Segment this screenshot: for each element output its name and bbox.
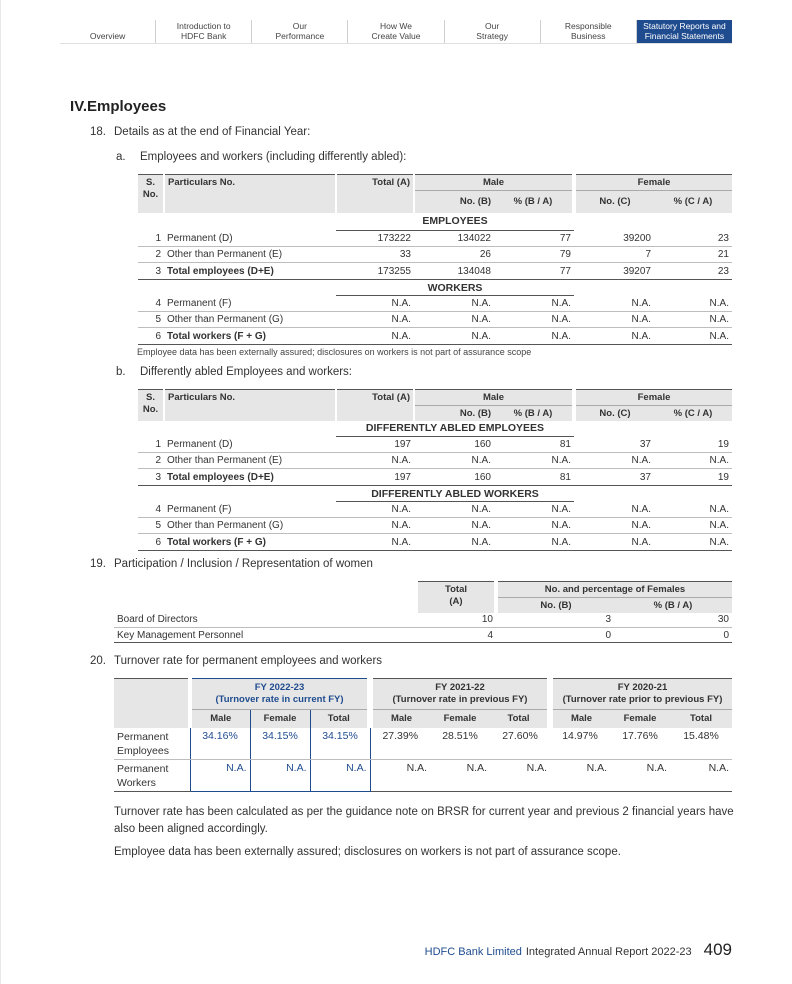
cell-total: 197: [394, 471, 411, 483]
cell-female-pct: N.A.: [709, 503, 729, 515]
cell-value: 27.60%: [490, 728, 550, 760]
q19-number: 19.: [90, 558, 106, 570]
cell-total: N.A.: [391, 536, 411, 548]
cell-female-no: 7: [645, 249, 651, 260]
col-total-a: Total (A): [418, 582, 496, 613]
col-no-b: No. (B): [496, 598, 614, 613]
women-representation-table: [114, 581, 732, 643]
page-edge: [0, 0, 1, 984]
col-male: Male: [370, 710, 430, 728]
cell-value: 17.76%: [610, 728, 670, 760]
cell-female-pct: 23: [717, 265, 729, 277]
table-row: [114, 728, 732, 760]
cell-value: 28.51%: [430, 728, 490, 760]
col-male: Male: [190, 710, 250, 728]
cell-particulars: Other than Permanent (E): [167, 249, 283, 260]
cell-no: 0: [605, 629, 611, 641]
q20-number: 20.: [90, 655, 106, 667]
cell-sno: 1: [155, 232, 161, 244]
cell-pct: 30: [717, 614, 729, 626]
cell-no: 3: [605, 614, 611, 626]
table-row: [138, 453, 732, 469]
col-female: Female: [610, 710, 670, 728]
cell-value: N.A.: [370, 760, 430, 792]
table-row: [114, 628, 732, 643]
cell-particulars: Total workers (F + G): [167, 330, 266, 342]
cell-particulars: Other than Permanent (E): [167, 455, 283, 466]
nav-responsible-business[interactable]: Responsible Business: [541, 20, 637, 43]
nav-performance[interactable]: Our Performance: [252, 20, 348, 43]
cell-particulars: Board of Directors: [117, 614, 198, 626]
cell-female-pct: N.A.: [709, 520, 729, 531]
q18b-number: b.: [116, 366, 126, 378]
cell-value: 14.97%: [550, 728, 610, 760]
cell-female-pct: 19: [717, 471, 729, 483]
cell-male-no: 26: [479, 249, 491, 260]
cell-pct: 0: [723, 629, 729, 641]
q18a-number: a.: [116, 151, 126, 163]
cell-female-no: N.A.: [631, 520, 651, 531]
footer-brand: HDFC Bank Limited: [424, 946, 522, 958]
cell-value: 15.48%: [670, 728, 732, 760]
cell-sno: 6: [155, 330, 161, 342]
q20-heading: [90, 655, 382, 667]
cell-female-no: N.A.: [631, 536, 651, 548]
cell-male-no: N.A.: [471, 298, 491, 309]
cell-total: N.A.: [391, 520, 411, 531]
cell-total: N.A.: [391, 455, 411, 466]
col-total: Total: [670, 710, 732, 728]
q18a-text: Employees and workers (including differently abled):: [140, 151, 407, 163]
cell-value: 27.39%: [370, 728, 430, 760]
cell-sno: 3: [155, 471, 161, 483]
cell-value: N.A.: [310, 760, 370, 792]
col-pct-ca: % (C / A): [654, 406, 732, 421]
col-total: Total (A): [336, 175, 414, 213]
col-particulars: Particulars No.: [164, 175, 336, 213]
cell-female-no: N.A.: [631, 297, 651, 309]
cell-male-no: 160: [474, 439, 491, 450]
col-no-c: No. (C): [574, 406, 654, 421]
table-row: [114, 760, 732, 792]
table-row: [138, 469, 732, 486]
section-title: Employees: [87, 98, 167, 115]
cell-sno: 6: [155, 536, 161, 548]
col-male: Male: [414, 175, 574, 191]
group-employees: EMPLOYEES: [336, 213, 574, 231]
q18-text: Details as at the end of Financial Year:: [114, 126, 311, 138]
cell-value: 34.15%: [310, 728, 370, 760]
cell-male-pct: 79: [559, 249, 571, 260]
q18-heading: [90, 126, 310, 138]
cell-sno: 2: [155, 455, 161, 466]
nav-overview[interactable]: Overview: [60, 20, 156, 43]
group-da-workers: DIFFERENTLY ABLED WORKERS: [336, 486, 574, 502]
cell-male-pct: 81: [559, 471, 571, 483]
cell-total: N.A.: [391, 314, 411, 325]
cell-value: N.A.: [430, 760, 490, 792]
cell-value: N.A.: [670, 760, 732, 792]
cell-total: 173255: [377, 265, 411, 277]
cell-female-no: N.A.: [631, 503, 651, 515]
col-pct-ca: % (C / A): [654, 191, 732, 213]
cell-male-no: N.A.: [471, 330, 491, 342]
cell-value: N.A.: [490, 760, 550, 792]
cell-total: N.A.: [391, 330, 411, 342]
cell-total: 4: [487, 629, 493, 641]
footer-report: Integrated Annual Report 2022-23: [525, 946, 692, 958]
cell-female-no: N.A.: [631, 455, 651, 466]
top-nav: [60, 20, 732, 44]
cell-value: N.A.: [550, 760, 610, 792]
cell-male-no: 134048: [457, 265, 491, 277]
table-row: [138, 231, 732, 247]
cell-male-pct: N.A.: [551, 536, 571, 548]
turnover-table: [114, 678, 732, 792]
cell-male-pct: N.A.: [551, 520, 571, 531]
page-footer: [425, 940, 732, 960]
table-row: [138, 328, 732, 345]
col-male: Male: [414, 390, 574, 406]
page-number: 409: [703, 940, 732, 959]
cell-total: 10: [481, 614, 493, 626]
table-row: [138, 312, 732, 328]
cell-female-pct: 19: [717, 438, 729, 450]
assurance-note-a: Employee data has been externally assured; disclosures on workers is not part of assurance scope: [137, 347, 532, 357]
col-total: Total: [310, 710, 370, 728]
cell-male-pct: N.A.: [551, 455, 571, 466]
cell-male-no: N.A.: [471, 455, 491, 466]
cell-female-pct: N.A.: [709, 314, 729, 325]
cell-male-no: 134022: [457, 233, 491, 244]
cell-sno: 2: [155, 249, 161, 260]
differently-abled-table: [138, 389, 732, 551]
cell-male-no: N.A.: [471, 520, 491, 531]
col-particulars: Particulars No.: [164, 390, 336, 421]
cell-total: 173222: [377, 233, 411, 244]
col-fy-2022-23: FY 2022-23 (Turnover rate in current FY): [190, 679, 370, 710]
table-row: [138, 247, 732, 263]
cell-total: N.A.: [391, 298, 411, 309]
col-no-c: No. (C): [574, 191, 654, 213]
col-pct-ba: % (B / A): [494, 406, 574, 421]
col-pct-ba: % (B / A): [494, 191, 574, 213]
table-row: [138, 518, 732, 534]
cell-total: 33: [399, 249, 411, 260]
q18-number: 18.: [90, 126, 106, 138]
table-row: [138, 437, 732, 453]
col-fy-2020-21: FY 2020-21 (Turnover rate prior to previous FY): [550, 679, 732, 710]
cell-value: N.A.: [250, 760, 310, 792]
cell-female-no: 37: [639, 471, 651, 483]
col-male: Male: [550, 710, 610, 728]
cell-sno: 1: [155, 438, 161, 450]
q18b-heading: [116, 366, 352, 378]
table-row: [114, 613, 732, 628]
nav-introduction[interactable]: Introduction to HDFC Bank: [156, 20, 252, 43]
cell-female-pct: N.A.: [709, 536, 729, 548]
cell-female-pct: 21: [717, 249, 729, 260]
q18b-text: Differently abled Employees and workers:: [140, 366, 353, 378]
group-workers: WORKERS: [336, 280, 574, 296]
q18a-heading: [116, 151, 406, 163]
table-row: [138, 502, 732, 518]
table-row: [138, 263, 732, 280]
cell-male-pct: 77: [559, 233, 571, 244]
nav-create-value[interactable]: How We Create Value: [348, 20, 444, 43]
q20-text: Turnover rate for permanent employees and workers: [114, 655, 383, 667]
cell-particulars: Key Management Personnel: [117, 629, 244, 641]
cell-particulars: Total workers (F + G): [167, 536, 266, 548]
cell-male-no: 160: [474, 471, 491, 483]
turnover-note: Turnover rate has been calculated as per the guidance note on BRSR for current year and previous 2 financial years have also been aligned accordingly.: [114, 806, 734, 835]
col-female: Female: [250, 710, 310, 728]
cell-value: N.A.: [610, 760, 670, 792]
cell-female-pct: N.A.: [709, 330, 729, 342]
cell-particulars: Total employees (D+E): [167, 265, 274, 277]
col-fy-2021-22: FY 2021-22 (Turnover rate in previous FY): [370, 679, 550, 710]
cell-sno: 5: [155, 520, 161, 531]
cell-particulars: Total employees (D+E): [167, 471, 274, 483]
q19-text: Participation / Inclusion / Representation of women: [114, 558, 373, 570]
cell-female-no: N.A.: [631, 330, 651, 342]
q19-heading: [90, 558, 373, 570]
cell-value: 34.16%: [190, 728, 250, 760]
cell-male-no: N.A.: [471, 536, 491, 548]
table-row: [138, 296, 732, 312]
cell-sno: 5: [155, 314, 161, 325]
col-total: Total: [490, 710, 550, 728]
section-heading: [60, 98, 166, 115]
cell-total: N.A.: [391, 504, 411, 515]
section-number: IV.: [70, 98, 87, 115]
col-females-group: No. and percentage of Females: [496, 582, 732, 598]
cell-particulars: Permanent (F): [167, 503, 232, 515]
cell-male-pct: 81: [559, 439, 571, 450]
cell-particulars: Permanent (F): [167, 297, 232, 309]
col-no-b: No. (B): [414, 191, 494, 213]
cell-particulars: Permanent (D): [167, 232, 233, 244]
cell-male-pct: N.A.: [551, 314, 571, 325]
cell-male-pct: N.A.: [551, 298, 571, 309]
col-female: Female: [574, 175, 732, 191]
cell-value: 34.15%: [250, 728, 310, 760]
cell-female-pct: 23: [717, 232, 729, 244]
col-female: Female: [430, 710, 490, 728]
cell-male-pct: N.A.: [551, 504, 571, 515]
cell-female-no: 39207: [623, 265, 651, 277]
nav-statutory-reports[interactable]: Statutory Reports and Financial Statements: [637, 20, 732, 43]
cell-total: 197: [394, 439, 411, 450]
cell-particulars: Permanent Employees: [114, 728, 190, 760]
cell-male-pct: N.A.: [551, 330, 571, 342]
col-total: Total (A): [336, 390, 414, 421]
cell-female-pct: N.A.: [709, 455, 729, 466]
cell-particulars: Permanent (D): [167, 438, 233, 450]
col-sno: S. No.: [138, 175, 164, 213]
group-da-employees: DIFFERENTLY ABLED EMPLOYEES: [336, 421, 574, 437]
col-pct-ba: % (B / A): [614, 598, 732, 613]
cell-particulars: Permanent Workers: [114, 760, 190, 792]
employees-table: [138, 174, 732, 345]
table-row: [138, 534, 732, 551]
assurance-note: Employee data has been externally assured; disclosures on workers is not part of assurance scope.: [114, 846, 621, 858]
cell-female-no: 37: [639, 438, 651, 450]
cell-particulars: Other than Permanent (G): [167, 314, 284, 325]
cell-sno: 3: [155, 265, 161, 277]
col-no-b: No. (B): [414, 406, 494, 421]
col-female: Female: [574, 390, 732, 406]
nav-strategy[interactable]: Our Strategy: [445, 20, 541, 43]
cell-male-no: N.A.: [471, 504, 491, 515]
cell-male-no: N.A.: [471, 314, 491, 325]
cell-value: N.A.: [190, 760, 250, 792]
cell-sno: 4: [155, 297, 161, 309]
cell-sno: 4: [155, 503, 161, 515]
col-sno: S. No.: [138, 390, 164, 421]
cell-female-pct: N.A.: [709, 297, 729, 309]
cell-particulars: Other than Permanent (G): [167, 520, 284, 531]
cell-female-no: N.A.: [631, 314, 651, 325]
cell-female-no: 39200: [623, 232, 651, 244]
cell-male-pct: 77: [559, 265, 571, 277]
